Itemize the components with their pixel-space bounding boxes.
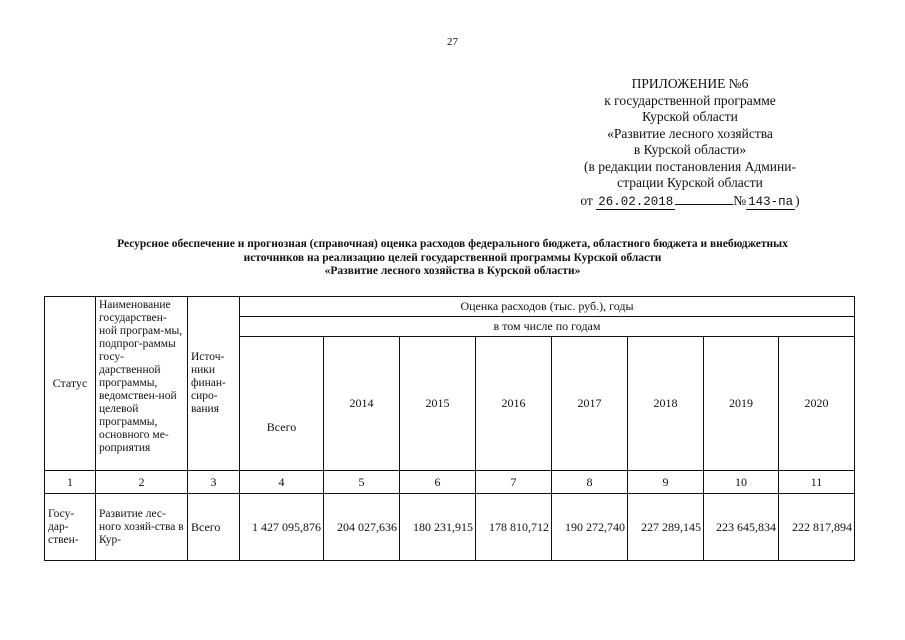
- header-year: 2020: [779, 337, 855, 471]
- row-value: 223 645,834: [704, 494, 779, 561]
- row-value: 204 027,636: [324, 494, 400, 561]
- appendix-line: (в редакции постановления Админи-: [584, 158, 796, 174]
- decree-number: 143-па: [748, 194, 794, 209]
- row-total: 1 427 095,876: [240, 494, 324, 561]
- column-index-row: [45, 471, 855, 494]
- header-funding-sources: Источ-ники финан-сиро-вания: [188, 297, 240, 471]
- column-index: 5: [324, 471, 400, 494]
- header-year: 2019: [704, 337, 779, 471]
- budget-table: [44, 296, 855, 561]
- column-index: 6: [400, 471, 476, 494]
- appendix-line: страции Курской области: [617, 175, 763, 190]
- appendix-line: «Развитие лесного хозяйства: [607, 125, 773, 141]
- row-status: Госу-дар-ствен-: [45, 494, 96, 561]
- header-by-years: в том числе по годам: [240, 317, 855, 337]
- header-status: Статус: [45, 297, 96, 471]
- header-total: Всего: [240, 337, 324, 471]
- decree-date: 26.02.2018: [598, 194, 674, 209]
- document-heading: [40, 238, 865, 279]
- column-index: 8: [552, 471, 628, 494]
- appendix-line: в Курской области»: [633, 142, 747, 157]
- column-index: 3: [188, 471, 240, 494]
- decree-number-label: №: [733, 192, 747, 208]
- row-program-name: Развитие лес-ного хозяй-ства в Кур-: [96, 494, 188, 561]
- header-estimate: Оценка расходов (тыс. руб.), годы: [240, 297, 855, 317]
- row-value: 222 817,894: [779, 494, 855, 561]
- column-index: 2: [96, 471, 188, 494]
- column-index: 11: [779, 471, 855, 494]
- decree-prefix: от: [580, 192, 593, 208]
- row-value: 227 289,145: [628, 494, 704, 561]
- row-source: Всего: [188, 494, 240, 561]
- heading-line-3: «Развитие лесного хозяйства в Курской области»: [324, 265, 581, 277]
- appendix-block: [540, 76, 840, 210]
- column-index: 4: [240, 471, 324, 494]
- heading-line-1: Ресурсное обеспечение и прогнозная (справочная) оценка расходов федерального бюджета, областного бюджета и внебюджетных: [117, 238, 788, 250]
- decree-blank-line: [675, 192, 733, 205]
- page-number: 27: [447, 36, 458, 48]
- appendix-title: ПРИЛОЖЕНИЕ №6: [631, 76, 749, 91]
- column-index: 10: [704, 471, 779, 494]
- appendix-line: Курской области: [642, 109, 738, 124]
- heading-line-2: источников на реализацию целей государственной программы Курской области: [243, 251, 662, 264]
- header-year: 2017: [552, 337, 628, 471]
- row-value: 180 231,915: [400, 494, 476, 561]
- header-year: 2016: [476, 337, 552, 471]
- header-year: 2014: [324, 337, 400, 471]
- row-value: 178 810,712: [476, 494, 552, 561]
- row-value: 190 272,740: [552, 494, 628, 561]
- header-program-name: Наименование государствен-ной програм-мы, подпрог-раммы госу-дарственной программы, ведомствен-ной целевой программы, основного ме-роприятия: [96, 297, 188, 471]
- decree-line: [540, 192, 840, 211]
- header-year: 2018: [628, 337, 704, 471]
- column-index: 1: [45, 471, 96, 494]
- table-row: [45, 494, 855, 561]
- decree-suffix: ): [795, 192, 800, 208]
- header-year: 2015: [400, 337, 476, 471]
- column-index: 7: [476, 471, 552, 494]
- appendix-line: к государственной программе: [604, 92, 776, 108]
- column-index: 9: [628, 471, 704, 494]
